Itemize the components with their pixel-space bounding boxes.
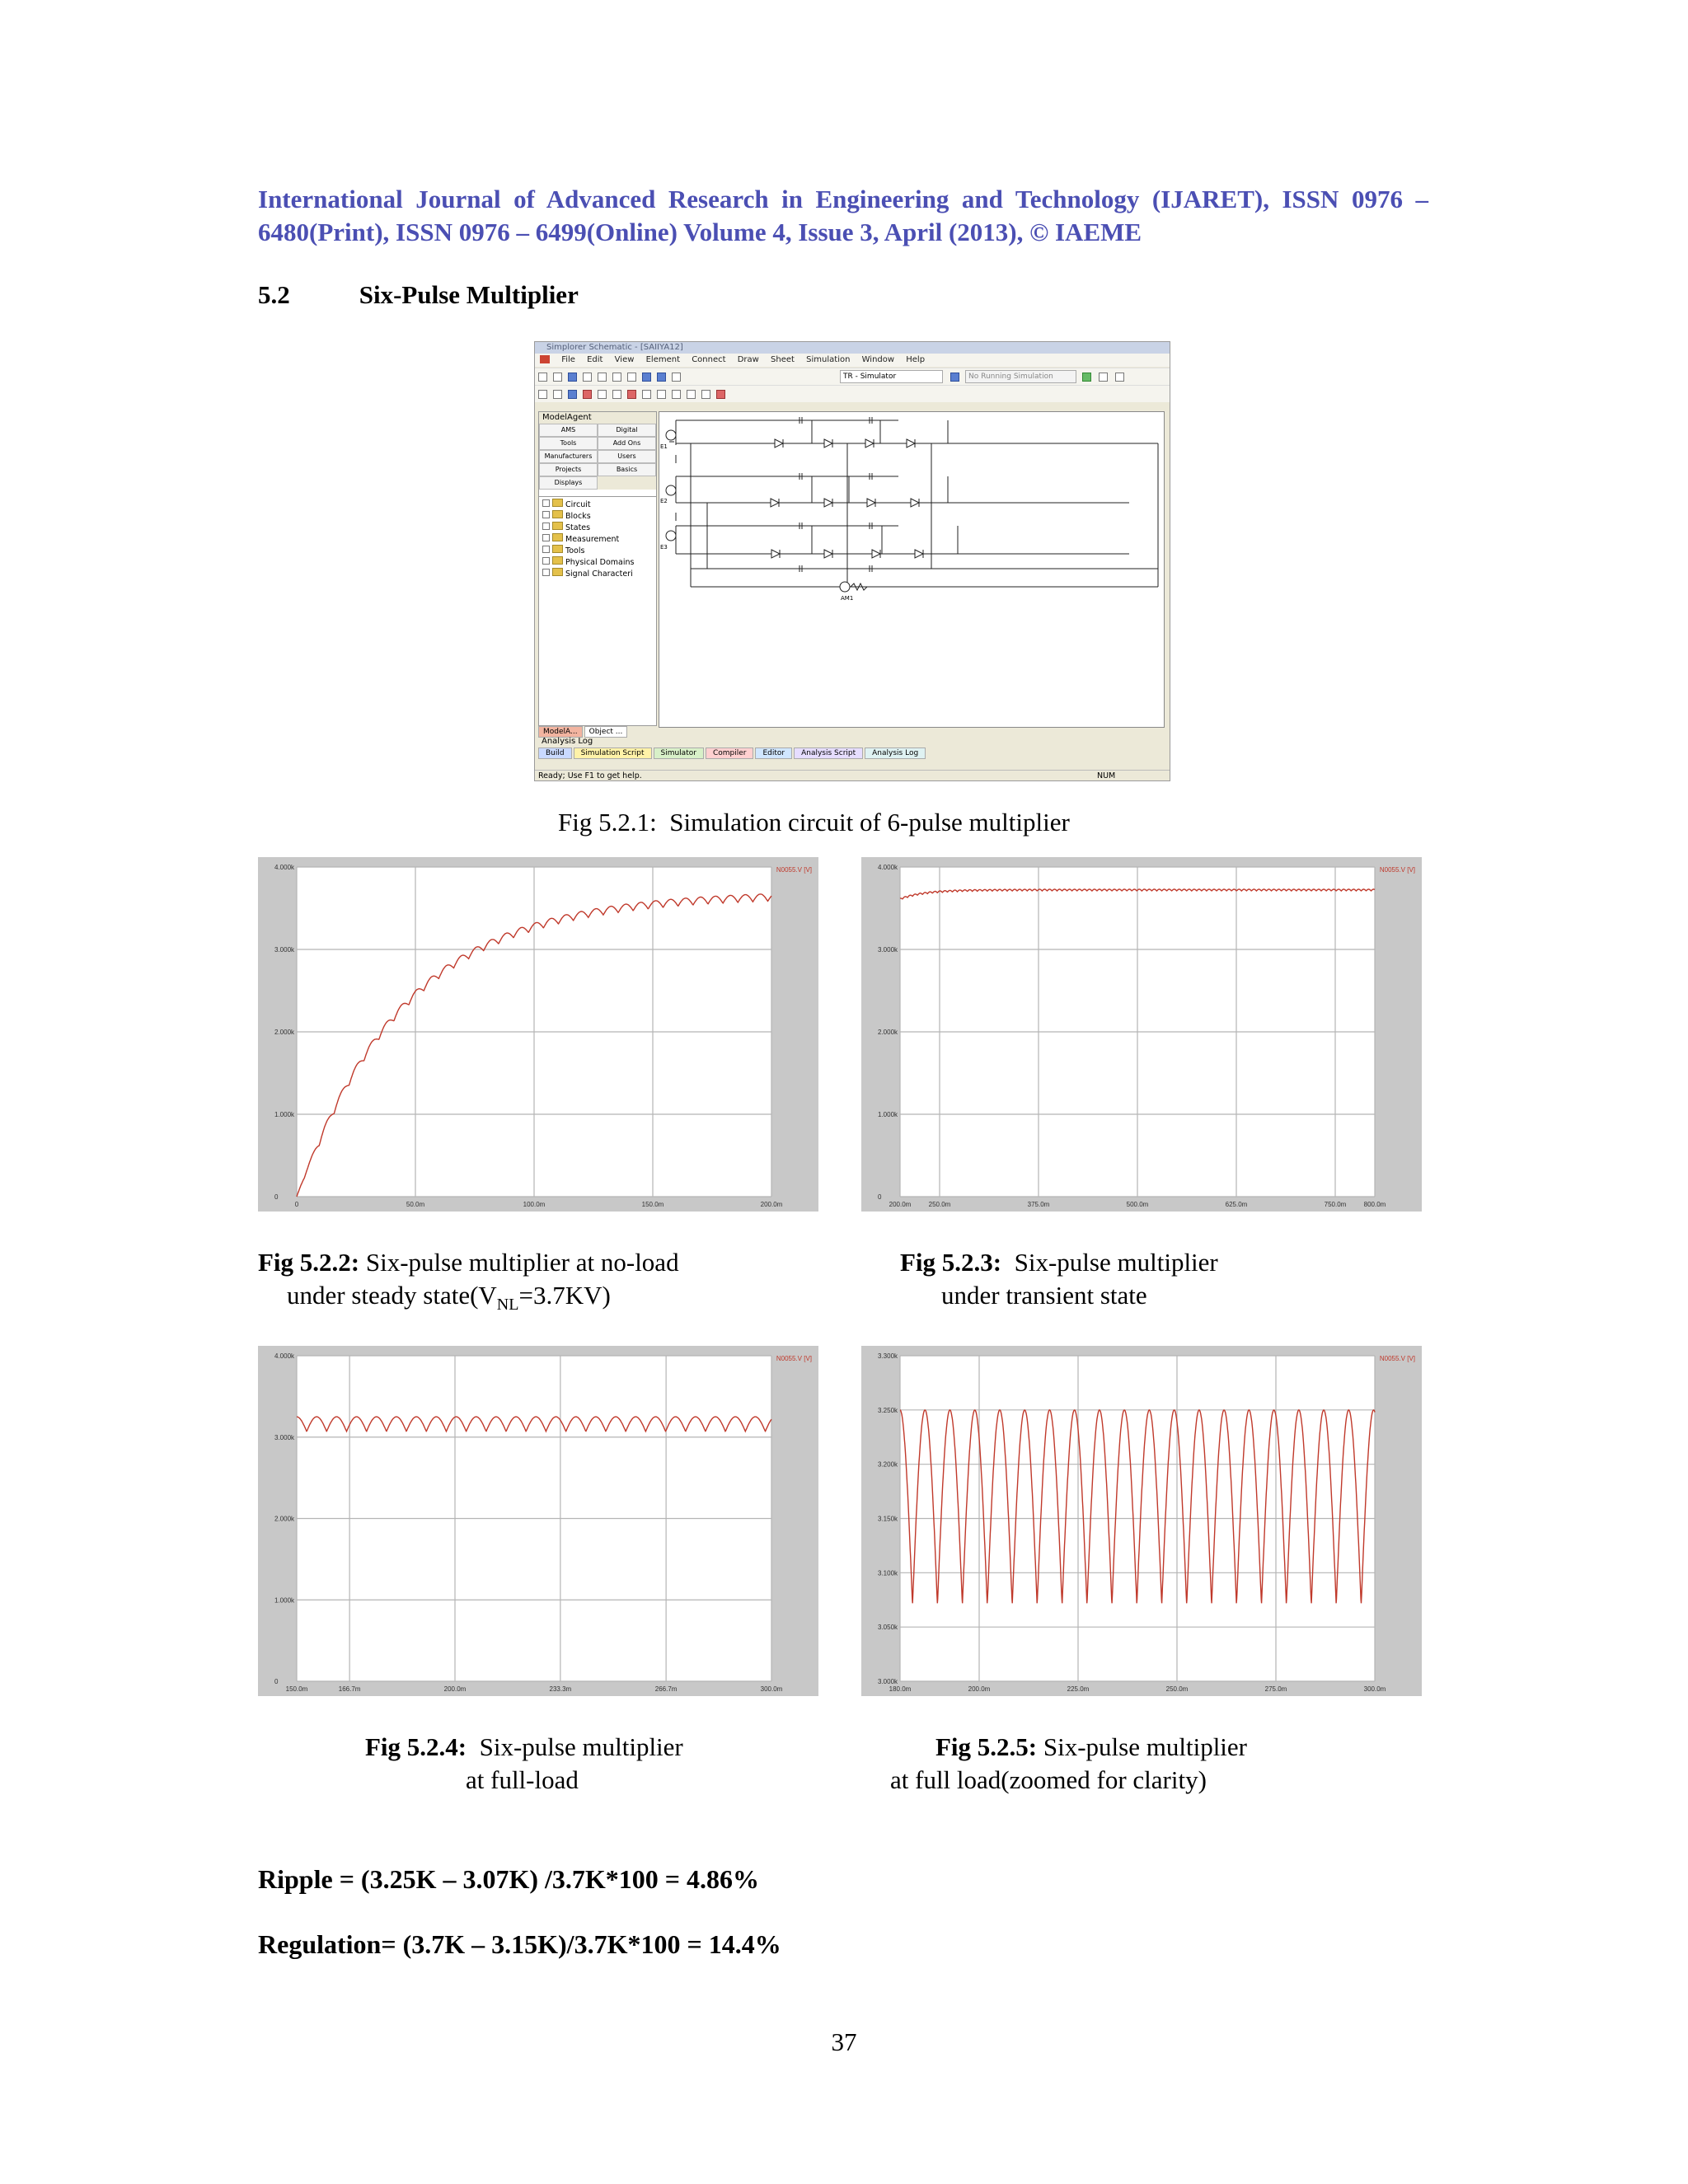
fig-5-2-3-svg <box>861 857 1422 1212</box>
run-icon[interactable] <box>950 373 959 382</box>
fig-5-2-4-svg <box>258 1346 818 1696</box>
tree-item-signal-characteristics[interactable]: Signal Characteri <box>539 568 656 579</box>
fig-5-2-2-line1: Six-pulse multiplier at no-load <box>365 1248 679 1277</box>
y-tick-label: 3.100k <box>878 1569 898 1577</box>
fig-5-2-4-caption <box>365 1731 683 1797</box>
x-tick-label: 625.0m <box>1225 1201 1248 1208</box>
menu-sheet[interactable]: Sheet <box>771 355 795 364</box>
legend-label: N0055.V [V] <box>1379 866 1415 874</box>
tree-item-physical-domains[interactable]: Physical Domains <box>539 556 656 568</box>
source-label-e2: E2 <box>660 498 668 504</box>
pause-icon[interactable] <box>1115 373 1124 382</box>
rect-icon[interactable] <box>672 390 681 399</box>
source-row-2 <box>676 476 1129 521</box>
wire-icon[interactable] <box>627 390 636 399</box>
fig-5-2-2-label: Fig 5.2.2: <box>258 1248 360 1277</box>
tree-item-circuit[interactable]: Circuit <box>539 499 656 510</box>
y-tick-label: 4.000k <box>274 864 295 871</box>
text-icon[interactable] <box>701 390 710 399</box>
agent-tab-manufacturers[interactable]: Manufacturers <box>539 450 598 463</box>
app-logo-icon <box>540 355 550 363</box>
fig-5-2-4-label: Fig 5.2.4: <box>365 1732 467 1761</box>
chart-fig-5-2-3 <box>861 857 1422 1212</box>
analysis-log-pane <box>538 736 1166 769</box>
log-tab-editor[interactable]: Editor <box>755 748 792 759</box>
source-label-e1: E1 <box>660 443 668 450</box>
print-icon[interactable] <box>583 373 592 382</box>
x-tick-label: 200.0m <box>443 1685 467 1693</box>
x-tick-label: 225.0m <box>1067 1685 1090 1693</box>
status-text: Ready; Use F1 to get help. <box>538 771 642 780</box>
agent-tab-basics[interactable]: Basics <box>598 463 656 476</box>
y-tick-label: 2.000k <box>274 1029 295 1036</box>
folder-icon <box>552 545 563 553</box>
log-tab-build[interactable]: Build <box>538 748 572 759</box>
x-tick-label: 250.0m <box>928 1201 951 1208</box>
expand-icon[interactable] <box>542 569 550 576</box>
fig-5-2-5-line1: Six-pulse multiplier <box>1043 1732 1247 1761</box>
y-tick-label: 3.000k <box>878 1678 898 1685</box>
log-tab-simulator[interactable]: Simulator <box>654 748 704 759</box>
ellipse-icon[interactable] <box>687 390 696 399</box>
fig-5-2-1-text: Simulation circuit of 6-pulse multiplier <box>669 808 1070 837</box>
tree-item-states[interactable]: States <box>539 522 656 533</box>
toolbar-draw <box>535 385 1170 402</box>
log-tab-compiler[interactable]: Compiler <box>706 748 754 759</box>
open-file-icon[interactable] <box>553 373 562 382</box>
menu-view[interactable]: View <box>614 355 635 364</box>
analysis-log-tabs <box>538 748 1166 759</box>
y-tick-label: 3.050k <box>878 1624 898 1632</box>
y-tick-label: 3.250k <box>878 1406 898 1414</box>
fig-5-2-2-line2-sub: NL <box>496 1296 519 1315</box>
folder-icon <box>552 522 563 530</box>
fig-5-2-1-label: Fig 5.2.1: <box>558 808 657 837</box>
y-tick-label: 0 <box>274 1193 279 1201</box>
y-tick-label: 1.000k <box>274 1596 295 1605</box>
section-title: Six-Pulse Multiplier <box>359 280 579 309</box>
agent-tab-add-ons[interactable]: Add Ons <box>598 437 656 450</box>
legend-label: N0055.V [V] <box>776 1355 812 1362</box>
x-tick-label: 180.0m <box>889 1685 912 1693</box>
folder-icon <box>552 499 563 507</box>
x-tick-label: 500.0m <box>1126 1201 1149 1208</box>
schematic-drawing <box>659 412 1164 727</box>
x-tick-label: 233.3m <box>549 1685 572 1693</box>
menu-window[interactable]: Window <box>861 355 895 364</box>
menu-file[interactable]: File <box>561 355 575 364</box>
agent-tab-displays[interactable]: Displays <box>539 476 598 490</box>
expand-icon[interactable] <box>542 511 550 518</box>
page-number: 37 <box>831 2027 857 2056</box>
monitor-icon[interactable] <box>1082 373 1091 382</box>
model-tree <box>539 496 656 579</box>
x-tick-label: 200.0m <box>968 1685 991 1693</box>
y-tick-label: 1.000k <box>878 1111 898 1118</box>
model-agent-title: ModelAgent <box>539 412 656 424</box>
fig-5-2-5-label: Fig 5.2.5: <box>935 1732 1038 1761</box>
grid-icon[interactable] <box>553 390 562 399</box>
folder-icon <box>552 556 563 565</box>
pointer-icon[interactable] <box>642 390 651 399</box>
agent-tab-projects[interactable]: Projects <box>539 463 598 476</box>
save-icon[interactable] <box>568 373 577 382</box>
fig-5-2-5-svg <box>861 1346 1422 1696</box>
regulation-formula: Regulation= (3.7K – 3.15K)/3.7K*100 = 14.4% <box>258 1929 781 1959</box>
x-tick-label: 150.0m <box>285 1685 308 1693</box>
fig-5-2-3-caption <box>900 1246 1218 1312</box>
fig-5-2-2-caption <box>258 1246 679 1321</box>
x-tick-label: 200.0m <box>889 1201 912 1208</box>
menu-help[interactable]: Help <box>906 355 926 364</box>
legend-label: N0055.V [V] <box>1379 1355 1415 1362</box>
expand-icon[interactable] <box>542 499 550 507</box>
folder-icon <box>552 533 563 541</box>
fig-5-2-2-svg <box>258 857 818 1212</box>
expand-icon[interactable] <box>542 546 550 553</box>
x-tick-label: 166.7m <box>338 1685 361 1693</box>
x-tick-label: 50.0m <box>406 1201 425 1208</box>
fig-5-2-3-line1: Six-pulse multiplier <box>1014 1248 1218 1277</box>
legend-label: N0055.V [V] <box>776 866 812 874</box>
meter-label: AM1 <box>841 595 854 602</box>
ground-icon[interactable] <box>612 390 621 399</box>
tree-item-blocks[interactable]: Blocks <box>539 510 656 522</box>
menu-connect[interactable]: Connect <box>692 355 726 364</box>
y-tick-label: 2.000k <box>274 1515 295 1523</box>
fig-5-2-3-label: Fig 5.2.3: <box>900 1248 1002 1277</box>
source-row-3 <box>676 526 1129 554</box>
fig-5-2-3-line2: under transient state <box>941 1281 1147 1310</box>
x-tick-label: 375.0m <box>1027 1201 1050 1208</box>
fig-5-2-2-line2-post: =3.7KV) <box>518 1281 611 1310</box>
y-tick-label: 3.000k <box>878 946 898 954</box>
log-tab-simulation-script[interactable]: Simulation Script <box>574 748 652 759</box>
toolbar-standard <box>535 368 1170 385</box>
fig-5-2-5-line2: at full load(zoomed for clarity) <box>890 1765 1207 1794</box>
y-tick-label: 4.000k <box>878 864 898 871</box>
align-icon[interactable] <box>538 390 547 399</box>
marker-icon[interactable] <box>583 390 592 399</box>
menu-simulation[interactable]: Simulation <box>806 355 851 364</box>
x-tick-label: 750.0m <box>1324 1201 1347 1208</box>
agent-tab-users[interactable]: Users <box>598 450 656 463</box>
window-title: Simplorer Schematic - [SAIIYA12] <box>535 342 1170 354</box>
x-tick-label: 150.0m <box>641 1201 664 1208</box>
simulation-status: No Running Simulation <box>965 370 1076 383</box>
ripple-formula: Ripple = (3.25K – 3.07K) /3.7K*100 = 4.86% <box>258 1864 760 1894</box>
x-tick-label: 300.0m <box>760 1685 783 1693</box>
x-tick-label: 266.7m <box>654 1685 678 1693</box>
y-tick-label: 2.000k <box>878 1029 898 1036</box>
cut-icon[interactable] <box>598 373 607 382</box>
simplorer-screenshot <box>534 341 1170 781</box>
section-heading <box>258 280 579 310</box>
analysis-log-title: Analysis Log <box>542 737 593 746</box>
menu-draw[interactable]: Draw <box>737 355 759 364</box>
zoom-fit-icon[interactable] <box>672 373 681 382</box>
source-label-e3: E3 <box>660 544 668 551</box>
probe-icon[interactable] <box>568 390 577 399</box>
expand-icon[interactable] <box>542 557 550 565</box>
y-tick-label: 3.000k <box>274 946 295 954</box>
log-tab-analysis-log[interactable]: Analysis Log <box>865 748 926 759</box>
y-tick-label: 3.200k <box>878 1460 898 1469</box>
chart-icon[interactable] <box>716 390 725 399</box>
x-tick-label: 275.0m <box>1264 1685 1287 1693</box>
source-icon[interactable] <box>598 390 607 399</box>
copy-icon[interactable] <box>612 373 621 382</box>
menu-edit[interactable]: Edit <box>587 355 603 364</box>
chart-fig-5-2-5 <box>861 1346 1422 1696</box>
journal-header: International Journal of Advanced Research in Engineering and Technology (IJARET), ISSN 0976 – 6480(Print), ISSN 0976 – 6499(Online) Volume 4, Issue 3, April (2013), © IAEME <box>258 185 1428 246</box>
simulator-select[interactable]: TR - Simulator <box>840 370 943 383</box>
source-row-1 <box>676 420 1129 463</box>
stop-icon[interactable] <box>1099 373 1108 382</box>
x-tick-label: 0 <box>294 1201 299 1208</box>
y-tick-label: 0 <box>274 1678 279 1685</box>
fig-5-2-5-caption <box>890 1731 1247 1797</box>
tree-item-tools[interactable]: Tools <box>539 545 656 556</box>
x-tick-label: 300.0m <box>1363 1685 1386 1693</box>
section-number: 5.2 <box>258 280 290 309</box>
tree-item-measurement[interactable]: Measurement <box>539 533 656 545</box>
new-file-icon[interactable] <box>538 373 547 382</box>
x-tick-label: 250.0m <box>1165 1685 1189 1693</box>
fig-5-2-2-line2-pre: under steady state(V <box>287 1281 497 1310</box>
y-tick-label: 3.000k <box>274 1433 295 1441</box>
chart-fig-5-2-4 <box>258 1346 818 1696</box>
tab-model-agent[interactable]: ModelA... <box>538 726 583 738</box>
x-tick-label: 200.0m <box>760 1201 783 1208</box>
zoom-in-icon[interactable] <box>642 373 651 382</box>
fig-5-2-4-line2: at full-load <box>466 1765 579 1794</box>
menu-bar <box>535 354 1170 367</box>
agent-tab-ams[interactable]: AMS <box>539 424 598 437</box>
expand-icon[interactable] <box>542 523 550 530</box>
folder-icon <box>552 510 563 518</box>
line-icon[interactable] <box>657 390 666 399</box>
y-tick-label: 1.000k <box>274 1111 295 1118</box>
menu-element[interactable]: Element <box>645 355 680 364</box>
y-tick-label: 4.000k <box>274 1352 295 1360</box>
x-tick-label: 100.0m <box>523 1201 546 1208</box>
log-tab-analysis-script[interactable]: Analysis Script <box>794 748 863 759</box>
schematic-canvas[interactable] <box>659 411 1165 728</box>
expand-icon[interactable] <box>542 534 550 541</box>
zoom-out-icon[interactable] <box>657 373 666 382</box>
status-bar <box>535 770 1170 780</box>
folder-icon <box>552 568 563 576</box>
tab-object-browser[interactable]: Object ... <box>584 726 628 738</box>
y-tick-label: 0 <box>878 1193 882 1201</box>
chart-fig-5-2-2 <box>258 857 818 1212</box>
agent-tab-tools[interactable]: Tools <box>539 437 598 450</box>
y-tick-label: 3.150k <box>878 1515 898 1523</box>
status-num: NUM <box>1097 771 1116 780</box>
model-agent-panel <box>538 411 657 726</box>
fig-5-2-1-caption <box>558 806 1070 839</box>
paste-icon[interactable] <box>627 373 636 382</box>
x-tick-label: 800.0m <box>1363 1201 1386 1208</box>
fig-5-2-4-line1: Six-pulse multiplier <box>479 1732 683 1761</box>
agent-tab-digital[interactable]: Digital <box>598 424 656 437</box>
y-tick-label: 3.300k <box>878 1352 898 1360</box>
